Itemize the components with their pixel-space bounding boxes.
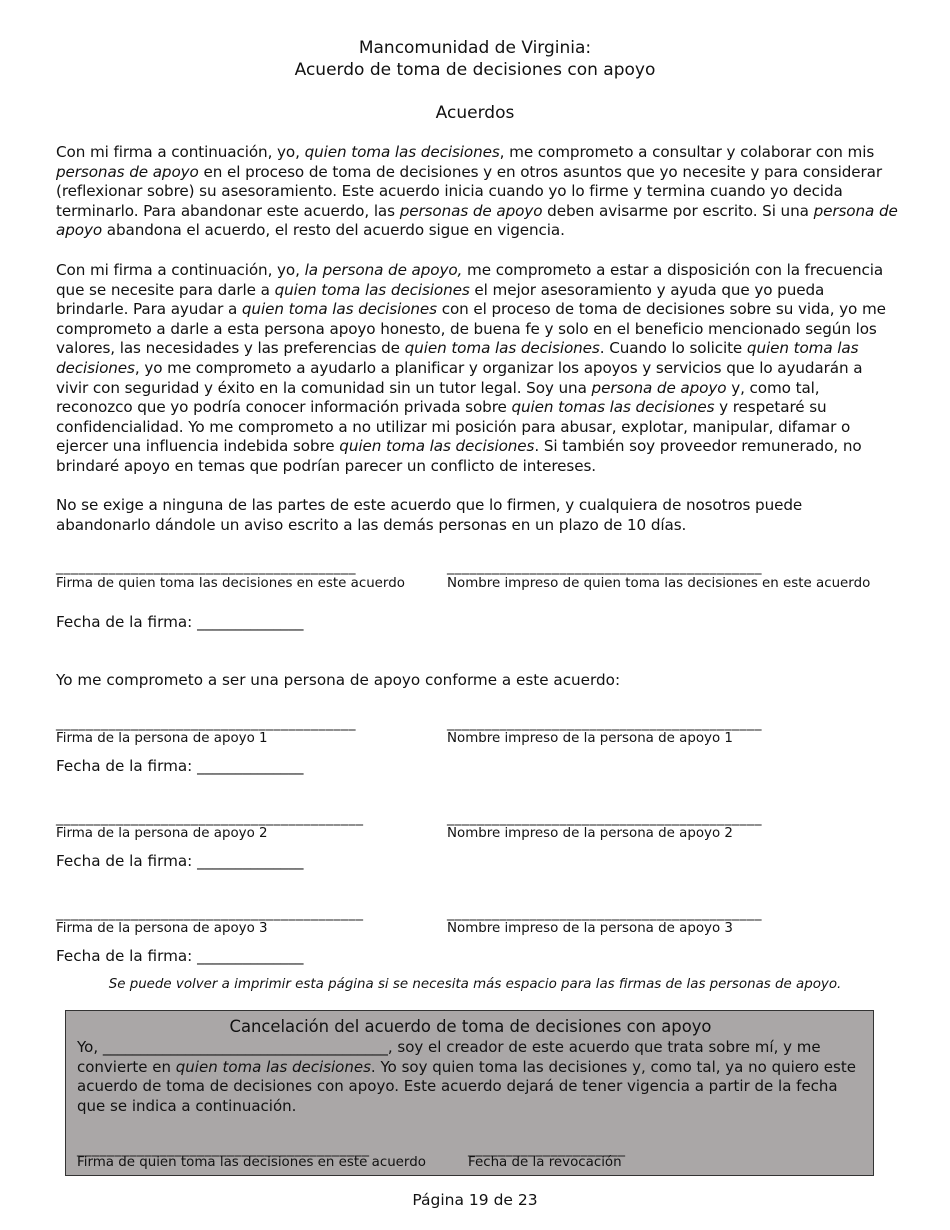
paragraph-decision-maker: Con mi firma a continuación, yo, quien toma las decisiones, me comprometo a consultar y colaborar con mis personas de apoyo en el proceso de toma de decisiones y en otros asuntos que yo necesite y para considerar (reflexionar sobre) su asesoramiento. Este acuerdo inicia cuando yo lo firme y termina cuando yo decida terminarlo. Para abandonar este acuerdo, las personas de apoyo deben avisarme por escrito. Si una persona de apoyo abandona el acuerdo, el resto del acuerdo sigue en vigencia. [56,143,898,240]
supporter-3-signature-label: Firma de la persona de apoyo 3 [56,921,268,936]
header-commonwealth: Mancomunidad de Virginia: [358,38,592,58]
supporter-1-signature-label: Firma de la persona de apoyo 1 [56,731,268,746]
revocation-signature-label: Firma de quien toma las decisiones en este acuerdo [77,1155,426,1170]
revocation-paragraph: Yo, ______________________________________, soy el creador de este acuerdo que trata sobre mí, y me convierte en quien toma las decisiones. Yo soy quien toma las decisiones y, como tal, ya no quiero este acuerdo de toma de decisiones con apoyo. Este acuerdo dejará de tener vigencia a partir de la fecha que se indica a continuación. [77,1038,856,1115]
supporter-3-name-field[interactable]: __________________________________________ [447,905,762,921]
paragraph-support-person: Con mi firma a continuación, yo, la persona de apoyo, me comprometo a estar a disposición con la frecuencia que se necesite para darle a quien toma las decisiones el mejor asesoramiento y ayuda que yo pueda brindarle. Para ayudar a quien toma las decisiones con el proceso de toma de decisiones sobre su vida, yo me comprometo a darle a esta persona apoyo honesto, de buena fe y solo en el beneficio mencionado según los valores, las necesidades y las preferencias de quien toma las decisiones. Cuando lo solicite quien toma las decisiones, yo me comprometo a ayudarlo a planificar y organizar los apoyos y servicios que lo ayudarán a vivir con seguridad y éxito en la comunidad sin un tutor legal. Soy una persona de apoyo y, como tal, reconozco que yo podría conocer información privada sobre quien tomas las decisiones y respetaré su confidencialidad. Yo me comprometo a no utilizar mi posición para abusar, explotar, manipular, difamar o ejercer una influencia indebida sobre quien toma las decisiones. Si también soy proveedor remunerado, no brindaré apoyo en temas que podrían parecer un conflicto de intereses. [56,261,886,475]
decision-maker-date [56,613,303,632]
supporter-2-name-label: Nombre impreso de la persona de apoyo 2 [447,826,733,841]
supporter-2-signature-field[interactable]: _________________________________________ [56,810,364,826]
supporter-2-signature-label: Firma de la persona de apoyo 2 [56,826,268,841]
decision-maker-signature-label: Firma de quien toma las decisiones en este acuerdo [56,576,405,591]
date-label: Fecha de la firma: [56,852,193,870]
decision-maker-signature-field[interactable]: ________________________________________ [56,559,356,575]
section-title-acuerdos: Acuerdos [435,103,515,123]
decision-maker-name-field[interactable]: __________________________________________ [447,559,762,575]
supporter-2-date [56,852,303,871]
supporter-1-date-field[interactable]: ______________ [197,757,304,775]
supporter-1-date [56,757,303,776]
date-label: Fecha de la firma: [56,757,193,775]
supporter-3-date [56,947,303,966]
supporter-1-name-label: Nombre impreso de la persona de apoyo 1 [447,731,733,746]
supporter-2-date-field[interactable]: ______________ [197,852,304,870]
revocation-date-label: Fecha de la revocación [468,1155,622,1170]
supporter-2-name-field[interactable]: __________________________________________ [447,810,762,826]
date-label: Fecha de la firma: [56,947,193,965]
decision-maker-name-label: Nombre impreso de quien toma las decisiones en este acuerdo [447,576,871,591]
paragraph-not-required: No se exige a ninguna de las partes de este acuerdo que lo firmen, y cualquiera de nosotros puede abandonarlo dándole un aviso escrito a las demás personas en un plazo de 10 días. [56,496,803,534]
date-label: Fecha de la firma: [56,613,193,631]
decision-maker-date-field[interactable]: ______________ [197,613,304,631]
revocation-signature-field[interactable]: _______________________________________ [77,1141,370,1157]
support-intro-text: Yo me comprometo a ser una persona de apoyo conforme a este acuerdo: [56,671,621,689]
supporter-3-name-label: Nombre impreso de la persona de apoyo 3 [447,921,733,936]
revocation-title: Cancelación del acuerdo de toma de decisiones con apoyo [229,1017,712,1036]
revocation-box [65,1010,874,1176]
revocation-date-field[interactable]: _____________________ [468,1141,626,1157]
supporter-3-signature-field[interactable]: _________________________________________ [56,905,364,921]
header-agreement-title: Acuerdo de toma de decisiones con apoyo [294,60,656,80]
supporter-3-date-field[interactable]: ______________ [197,947,304,965]
page-number: Página 19 de 23 [412,1191,538,1209]
supporter-1-name-field[interactable]: __________________________________________ [447,715,762,731]
supporter-1-signature-field[interactable]: ________________________________________ [56,715,356,731]
reprint-note: Se puede volver a imprimir esta página si se necesita más espacio para las firmas de las personas de apoyo. [108,977,842,992]
